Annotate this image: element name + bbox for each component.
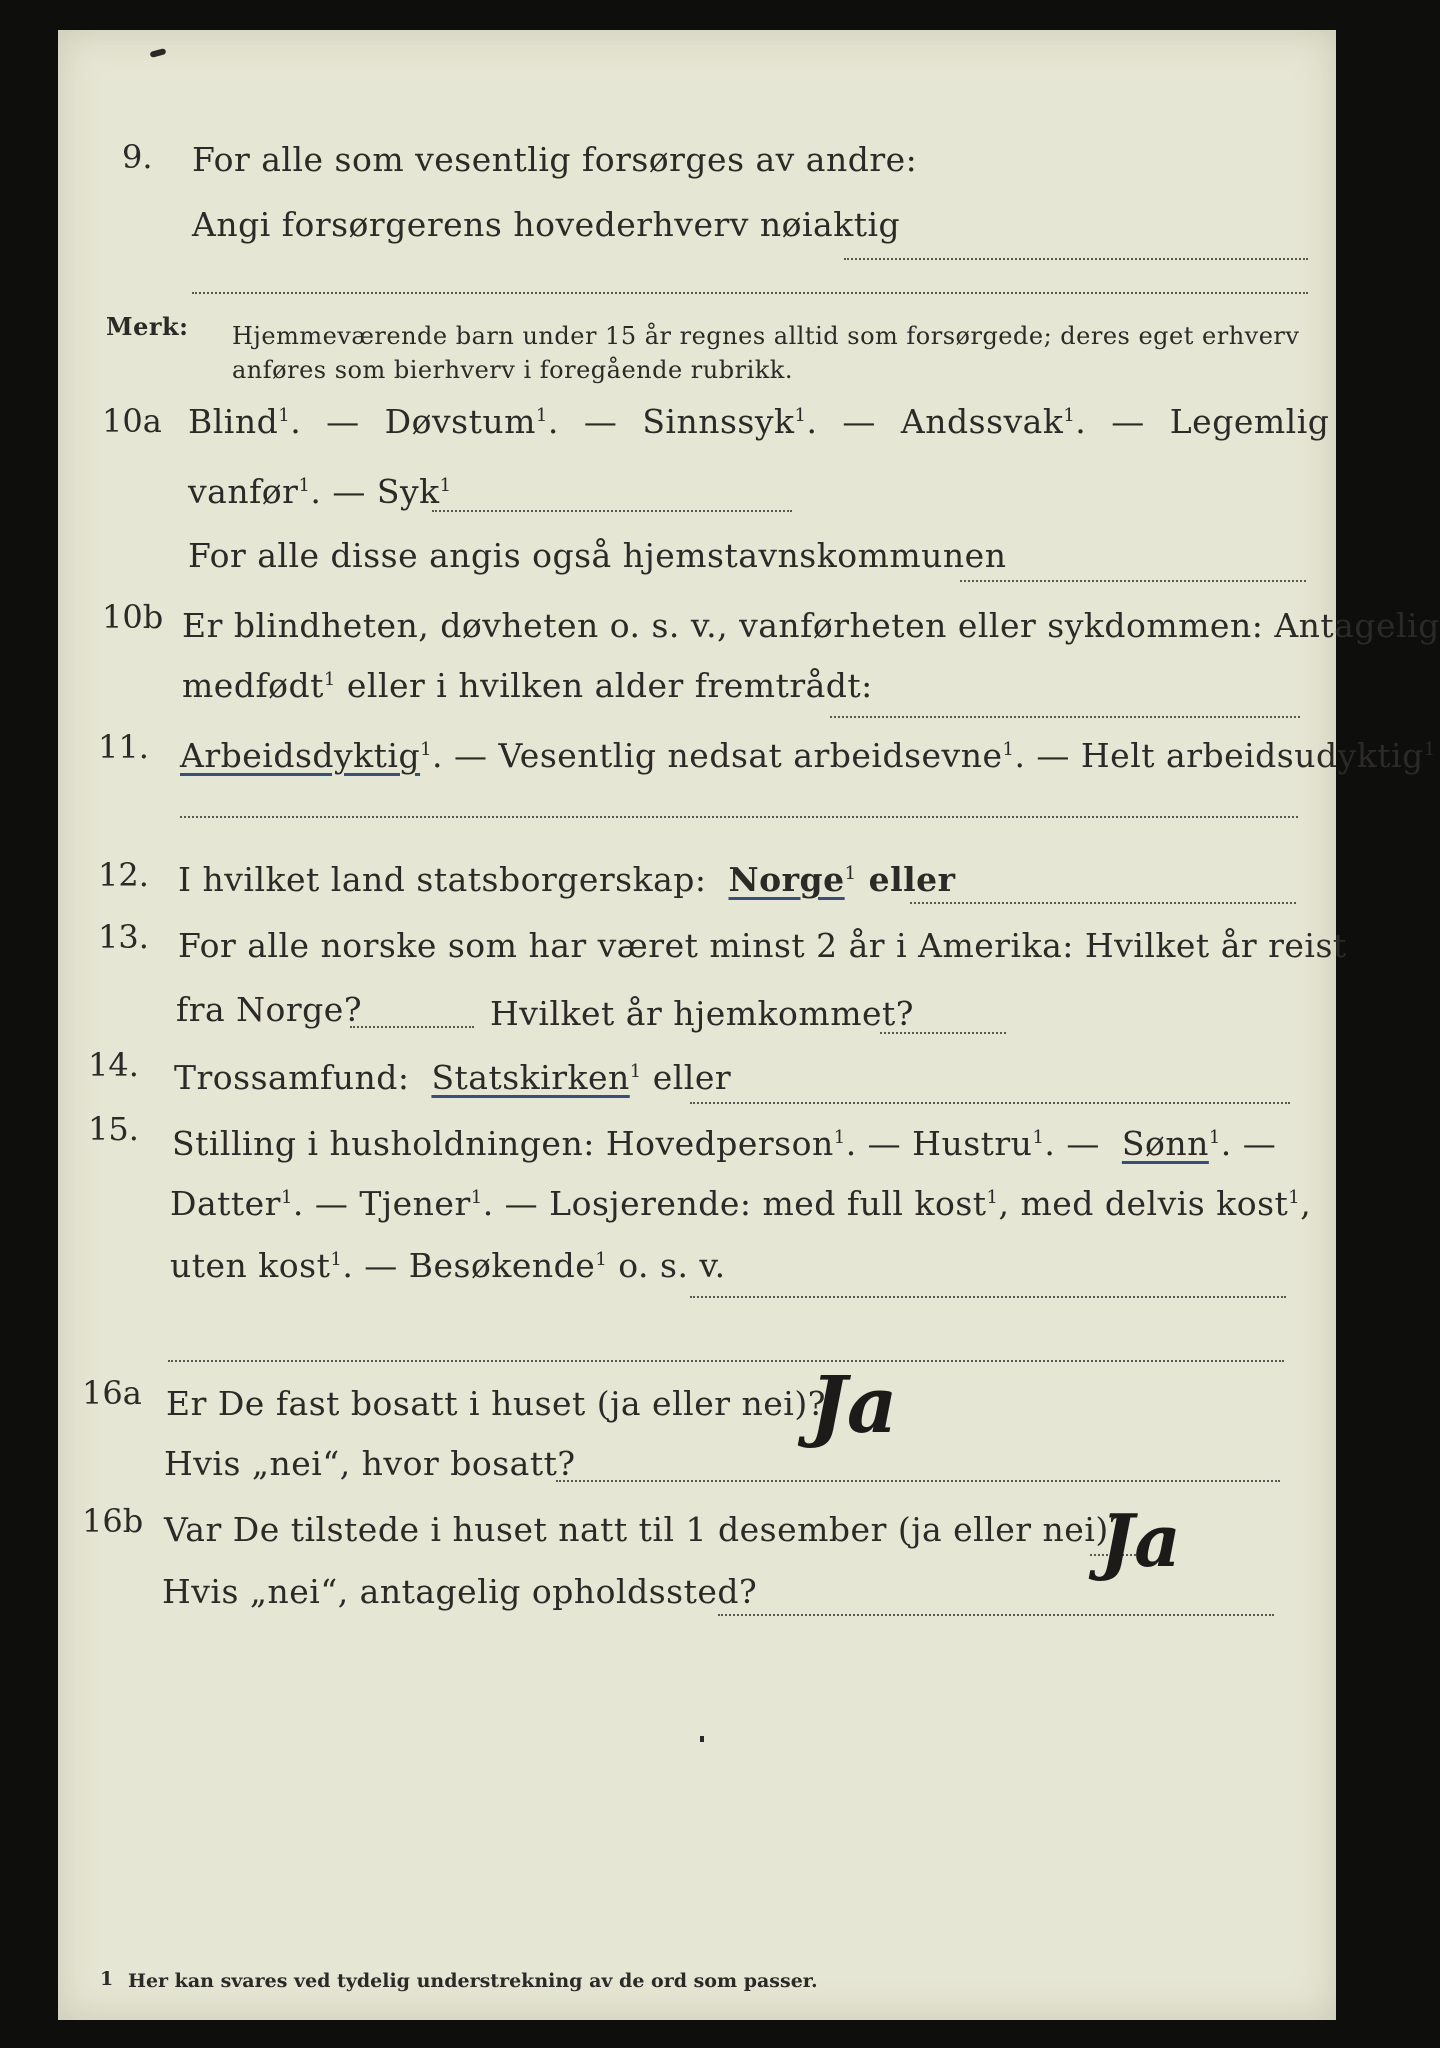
q16a-line1: Er De fast bosatt i huset (ja eller nei)? — [166, 1384, 826, 1423]
q11-line: Arbeidsdyktig$^1$. — Vesentlig nedsat arbeidsevne$^1$. — Helt arbeidsudyktig$^1$ — [180, 736, 1436, 775]
q16b-opholdssted-line[interactable] — [718, 1614, 1274, 1616]
q15-answer-line[interactable] — [690, 1296, 1286, 1298]
q13-hjemkommet-line[interactable] — [880, 1032, 1006, 1034]
q13-line1: For alle norske som har været minst 2 år i Amerika: Hvilket år reist — [178, 926, 1347, 965]
q15-number: 15. — [88, 1110, 139, 1148]
q11-arbeidsdyktig-underlined: Arbeidsdyktig — [180, 736, 421, 775]
q12-answer-line[interactable] — [910, 902, 1296, 904]
q16a-answer-line[interactable] — [556, 1480, 1280, 1482]
q16b-line2: Hvis „nei“, antagelig opholdssted? — [162, 1572, 758, 1611]
q9-number: 9. — [122, 138, 153, 176]
q13-line2b: Hvilket år hjemkommet? — [490, 994, 914, 1033]
q15-line3: uten kost$^1$. — Besøkende$^1$ o. s. v. — [170, 1246, 726, 1285]
q15-line2: Datter$^1$. — Tjener$^1$. — Losjerende: med full kost$^1$, med delvis kost$^1$, — [170, 1184, 1312, 1223]
q10a-number: 10a — [102, 402, 162, 440]
q9-answer-line-2[interactable] — [192, 292, 1308, 294]
q10b-line1: Er blindheten, døvheten o. s. v., vanførheten eller sykdommen: Antagelig — [182, 606, 1440, 645]
q16a-line2: Hvis „nei“, hvor bosatt? — [164, 1444, 576, 1483]
q11-answer-line[interactable] — [180, 816, 1298, 818]
q15-answer-line-2[interactable] — [168, 1360, 1284, 1362]
ink-speck — [700, 1736, 704, 1742]
q16a-number: 16a — [82, 1374, 142, 1412]
q15-sonn-underlined: Sønn — [1121, 1124, 1209, 1163]
q10a-syk-line[interactable] — [432, 510, 792, 512]
q9-line2: Angi forsørgerens hovederhverv nøiaktig — [192, 205, 901, 244]
q14-statskirken-underlined: Statskirken — [431, 1058, 630, 1097]
merk-line2: anføres som bierhverv i foregående rubrikk. — [232, 356, 793, 384]
q10a-line1: Blind$^1$. — Døvstum$^1$. — Sinnssyk$^1$. — Andssvak$^1$. — Legemlig — [188, 402, 1330, 441]
q13-reist-line[interactable] — [350, 1026, 474, 1028]
q16b-line1: Var De tilstede i huset natt til 1 desember (ja eller nei)? — [164, 1510, 1127, 1549]
q11-number: 11. — [98, 728, 149, 766]
q10b-number: 10b — [102, 598, 164, 636]
q13-line2a: fra Norge? — [176, 990, 363, 1029]
q10b-answer-line[interactable] — [830, 716, 1300, 718]
q12-norge-underlined: Norge — [728, 860, 845, 899]
merk-label: Merk: — [106, 312, 189, 341]
q10a-line2: vanfør$^1$. — Syk$^1$ — [188, 472, 452, 511]
q14-answer-line[interactable] — [690, 1102, 1290, 1104]
q12-line: I hvilket land statsborgerskap: Norge$^1$ eller — [178, 860, 956, 899]
q13-number: 13. — [98, 918, 149, 956]
q16b-answer-handwritten[interactable]: Ja — [1100, 1498, 1181, 1583]
q16a-answer-handwritten[interactable]: Ja — [810, 1360, 898, 1451]
q9-answer-line[interactable] — [844, 258, 1308, 260]
q12-number: 12. — [98, 856, 149, 894]
q10a-line3: For alle disse angis også hjemstavnskommunen — [188, 536, 1007, 575]
q9-line1: For alle som vesentlig forsørges av andre: — [192, 140, 918, 179]
merk-line1: Hjemmeværende barn under 15 år regnes alltid som forsørgede; deres eget erhverv — [232, 322, 1300, 350]
footnote-text: Her kan svares ved tydelig understrekning av de ord som passer. — [128, 1970, 818, 1992]
q10a-kommune-line[interactable] — [960, 580, 1306, 582]
q10b-line2: medfødt$^1$ eller i hvilken alder fremtrådt: — [182, 666, 873, 705]
footnote-mark: 1 — [100, 1968, 114, 1990]
q14-line: Trossamfund: Statskirken$^1$ eller — [174, 1058, 732, 1097]
q15-line1: Stilling i husholdningen: Hovedperson$^1$. — Hustru$^1$. — Sønn$^1$. — — [172, 1124, 1277, 1163]
q14-number: 14. — [88, 1046, 139, 1084]
q16b-number: 16b — [82, 1502, 144, 1540]
